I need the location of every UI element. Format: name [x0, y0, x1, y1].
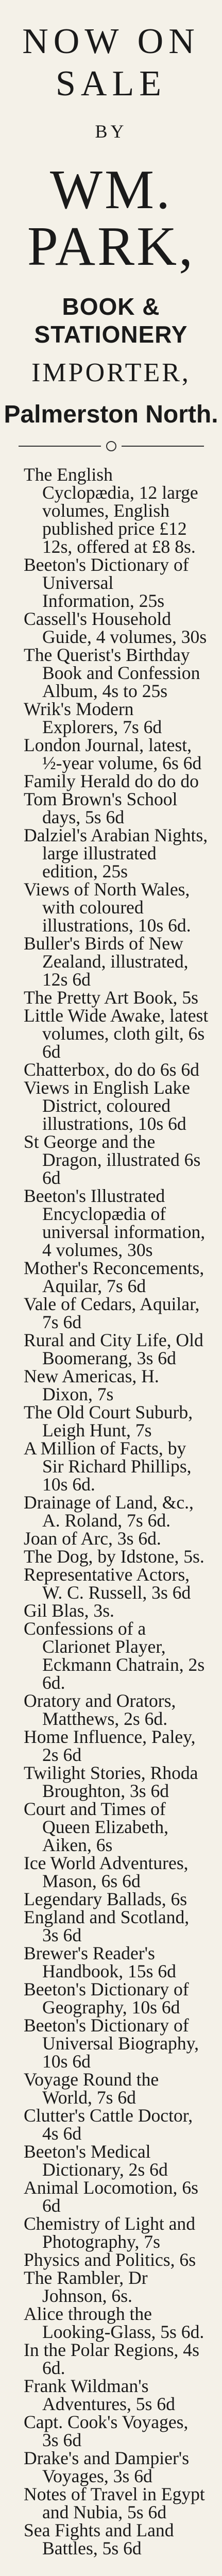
book-entry: Beeton's Dictionary of Universal Biography, 10s 6d	[24, 2015, 199, 2072]
book-entry: Cassell's Household Guide, 4 volumes, 30s	[24, 608, 207, 647]
book-list	[24, 466, 209, 2557]
book-entry: Drake's and Dampier's Voyages, 3s 6d	[24, 2448, 190, 2486]
book-entry: Legendary Ballads, 6s	[24, 1889, 187, 1909]
book-entry: Beeton's Dictionary of Universal Information, 25s	[24, 554, 189, 611]
book-entry: Voyage Round the World, 7s 6d	[24, 2069, 159, 2108]
book-entry: England and Scotland, 3s 6d	[24, 1907, 190, 1945]
announcement-heading: NOW ON SALE	[22, 22, 200, 104]
book-entry: Drainage of Land, &c., A. Roland, 7s 6d.	[24, 1492, 194, 1531]
proprietor-name: WM. PARK,	[27, 159, 195, 277]
book-entry: Capt. Cook's Voyages, 3s 6d	[24, 2412, 189, 2450]
book-entry: A Million of Facts, by Sir Richard Phillips, 10s 6d.	[24, 1438, 192, 1495]
book-entry: The English Cyclopædia, 12 large volumes, English published price £12 12s, offered at £8 8s.	[24, 464, 198, 557]
book-entry: London Journal, latest, ½-year volume, 6s 6d	[24, 735, 202, 773]
ornamental-divider	[0, 441, 222, 451]
book-entry: Views of North Wales, with coloured illustrations, 10s 6d.	[24, 879, 191, 936]
book-entry: The Rambler, Dr Johnson, 6s.	[24, 2267, 148, 2306]
book-entry: Representative Actors, W. C. Russell, 3s 6d	[24, 1564, 191, 1603]
book-entry: Oratory and Orators, Matthews, 2s 6d.	[24, 1690, 176, 1729]
book-entry: Beeton's Medical Dictionary, 2s 6d	[24, 2141, 168, 2180]
book-entry: Joan of Arc, 3s 6d.	[24, 1528, 161, 1549]
book-entry: Beeton's Illustrated Encyclopædia of universal information, 4 volumes, 30s	[24, 1185, 206, 1260]
divider-line-right	[122, 446, 204, 447]
book-entry: Buller's Birds of New Zealand, illustrated, 12s 6d	[24, 933, 189, 990]
divider-ornament	[106, 441, 116, 451]
book-entry: New Americas, H. Dixon, 7s	[24, 1366, 159, 1404]
book-entry: Family Herald do do do	[24, 771, 199, 791]
book-entry: Wrik's Modern Explorers, 7s 6d	[24, 699, 162, 737]
book-entry: Vale of Cedars, Aquilar, 7s 6d	[24, 1294, 200, 1332]
book-entry: Views in English Lake District, coloured illustrations, 10s 6d	[24, 1077, 190, 1134]
book-entry: Notes of Travel in Egypt and Nubia, 5s 6d	[24, 2484, 205, 2522]
business-type: BOOK & STATIONERY	[34, 293, 188, 348]
book-entry: Confessions of a Clarionet Player, Eckmann Chatrain, 2s 6d.	[24, 1618, 205, 1693]
book-entry: Dalziel's Arabian Nights, large illustrated edition, 25s	[24, 825, 208, 882]
book-entry: Little Wide Awake, latest volumes, cloth gilt, 6s 6d	[24, 1005, 209, 1062]
book-entry: Animal Locomotion, 6s 6d	[24, 2177, 198, 2216]
town-name: Palmerston North.	[4, 401, 218, 428]
book-entry: Court and Times of Queen Elizabeth, Aiken, 6s	[24, 1799, 168, 1855]
book-entry: Sea Fights and Land Battles, 5s 6d	[24, 2520, 174, 2558]
book-entry: Frank Wildman's Adventures, 5s 6d	[24, 2376, 175, 2414]
book-entry: Rural and City Life, Old Boomerang, 3s 6d	[24, 1330, 203, 1368]
book-entry: Home Influence, Paley, 2s 6d	[24, 1726, 196, 1765]
book-entry: Chemistry of Light and Photography, 7s	[24, 2213, 196, 2252]
by-line: BY	[95, 121, 127, 142]
book-entry: Beeton's Dictionary of Geography, 10s 6d	[24, 1979, 189, 2018]
book-entry: Tom Brown's School days, 5s 6d	[24, 789, 178, 827]
book-entry: Ice World Adventures, Mason, 6s 6d	[24, 1853, 189, 1891]
book-entry: The Querist's Birthday Book and Confession Album, 4s to 25s	[24, 645, 200, 701]
book-entry: Physics and Politics, 6s	[24, 2249, 196, 2270]
book-entry: Brewer's Reader's Handbook, 15s 6d	[24, 1943, 176, 1981]
book-entry: Twilight Stories, Rhoda Broughton, 3s 6d	[24, 1762, 198, 1801]
book-entry: The Pretty Art Book, 5s	[24, 987, 198, 1008]
book-entry: In the Polar Regions, 4s 6d.	[24, 2340, 199, 2378]
book-entry: Gil Blas, 3s.	[24, 1600, 114, 1621]
book-entry: St George and the Dragon, illustrated 6s 6d	[24, 1131, 201, 1188]
book-entry: Mother's Reconcements, Aquilar, 7s 6d	[24, 1258, 204, 1296]
book-entry: The Old Court Suburb, Leigh Hunt, 7s	[24, 1402, 193, 1440]
book-entry: Alice through the Looking-Glass, 5s 6d.	[24, 2303, 204, 2342]
business-role: IMPORTER,	[31, 358, 191, 387]
book-entry: Chatterbox, do do 6s 6d	[24, 1059, 199, 1080]
advertisement-header	[0, 0, 222, 451]
book-entry: The Dog, by Idstone, 5s.	[24, 1546, 204, 1567]
book-entry: Clutter's Cattle Doctor, 4s 6d	[24, 2105, 193, 2144]
divider-line-left	[19, 446, 101, 447]
